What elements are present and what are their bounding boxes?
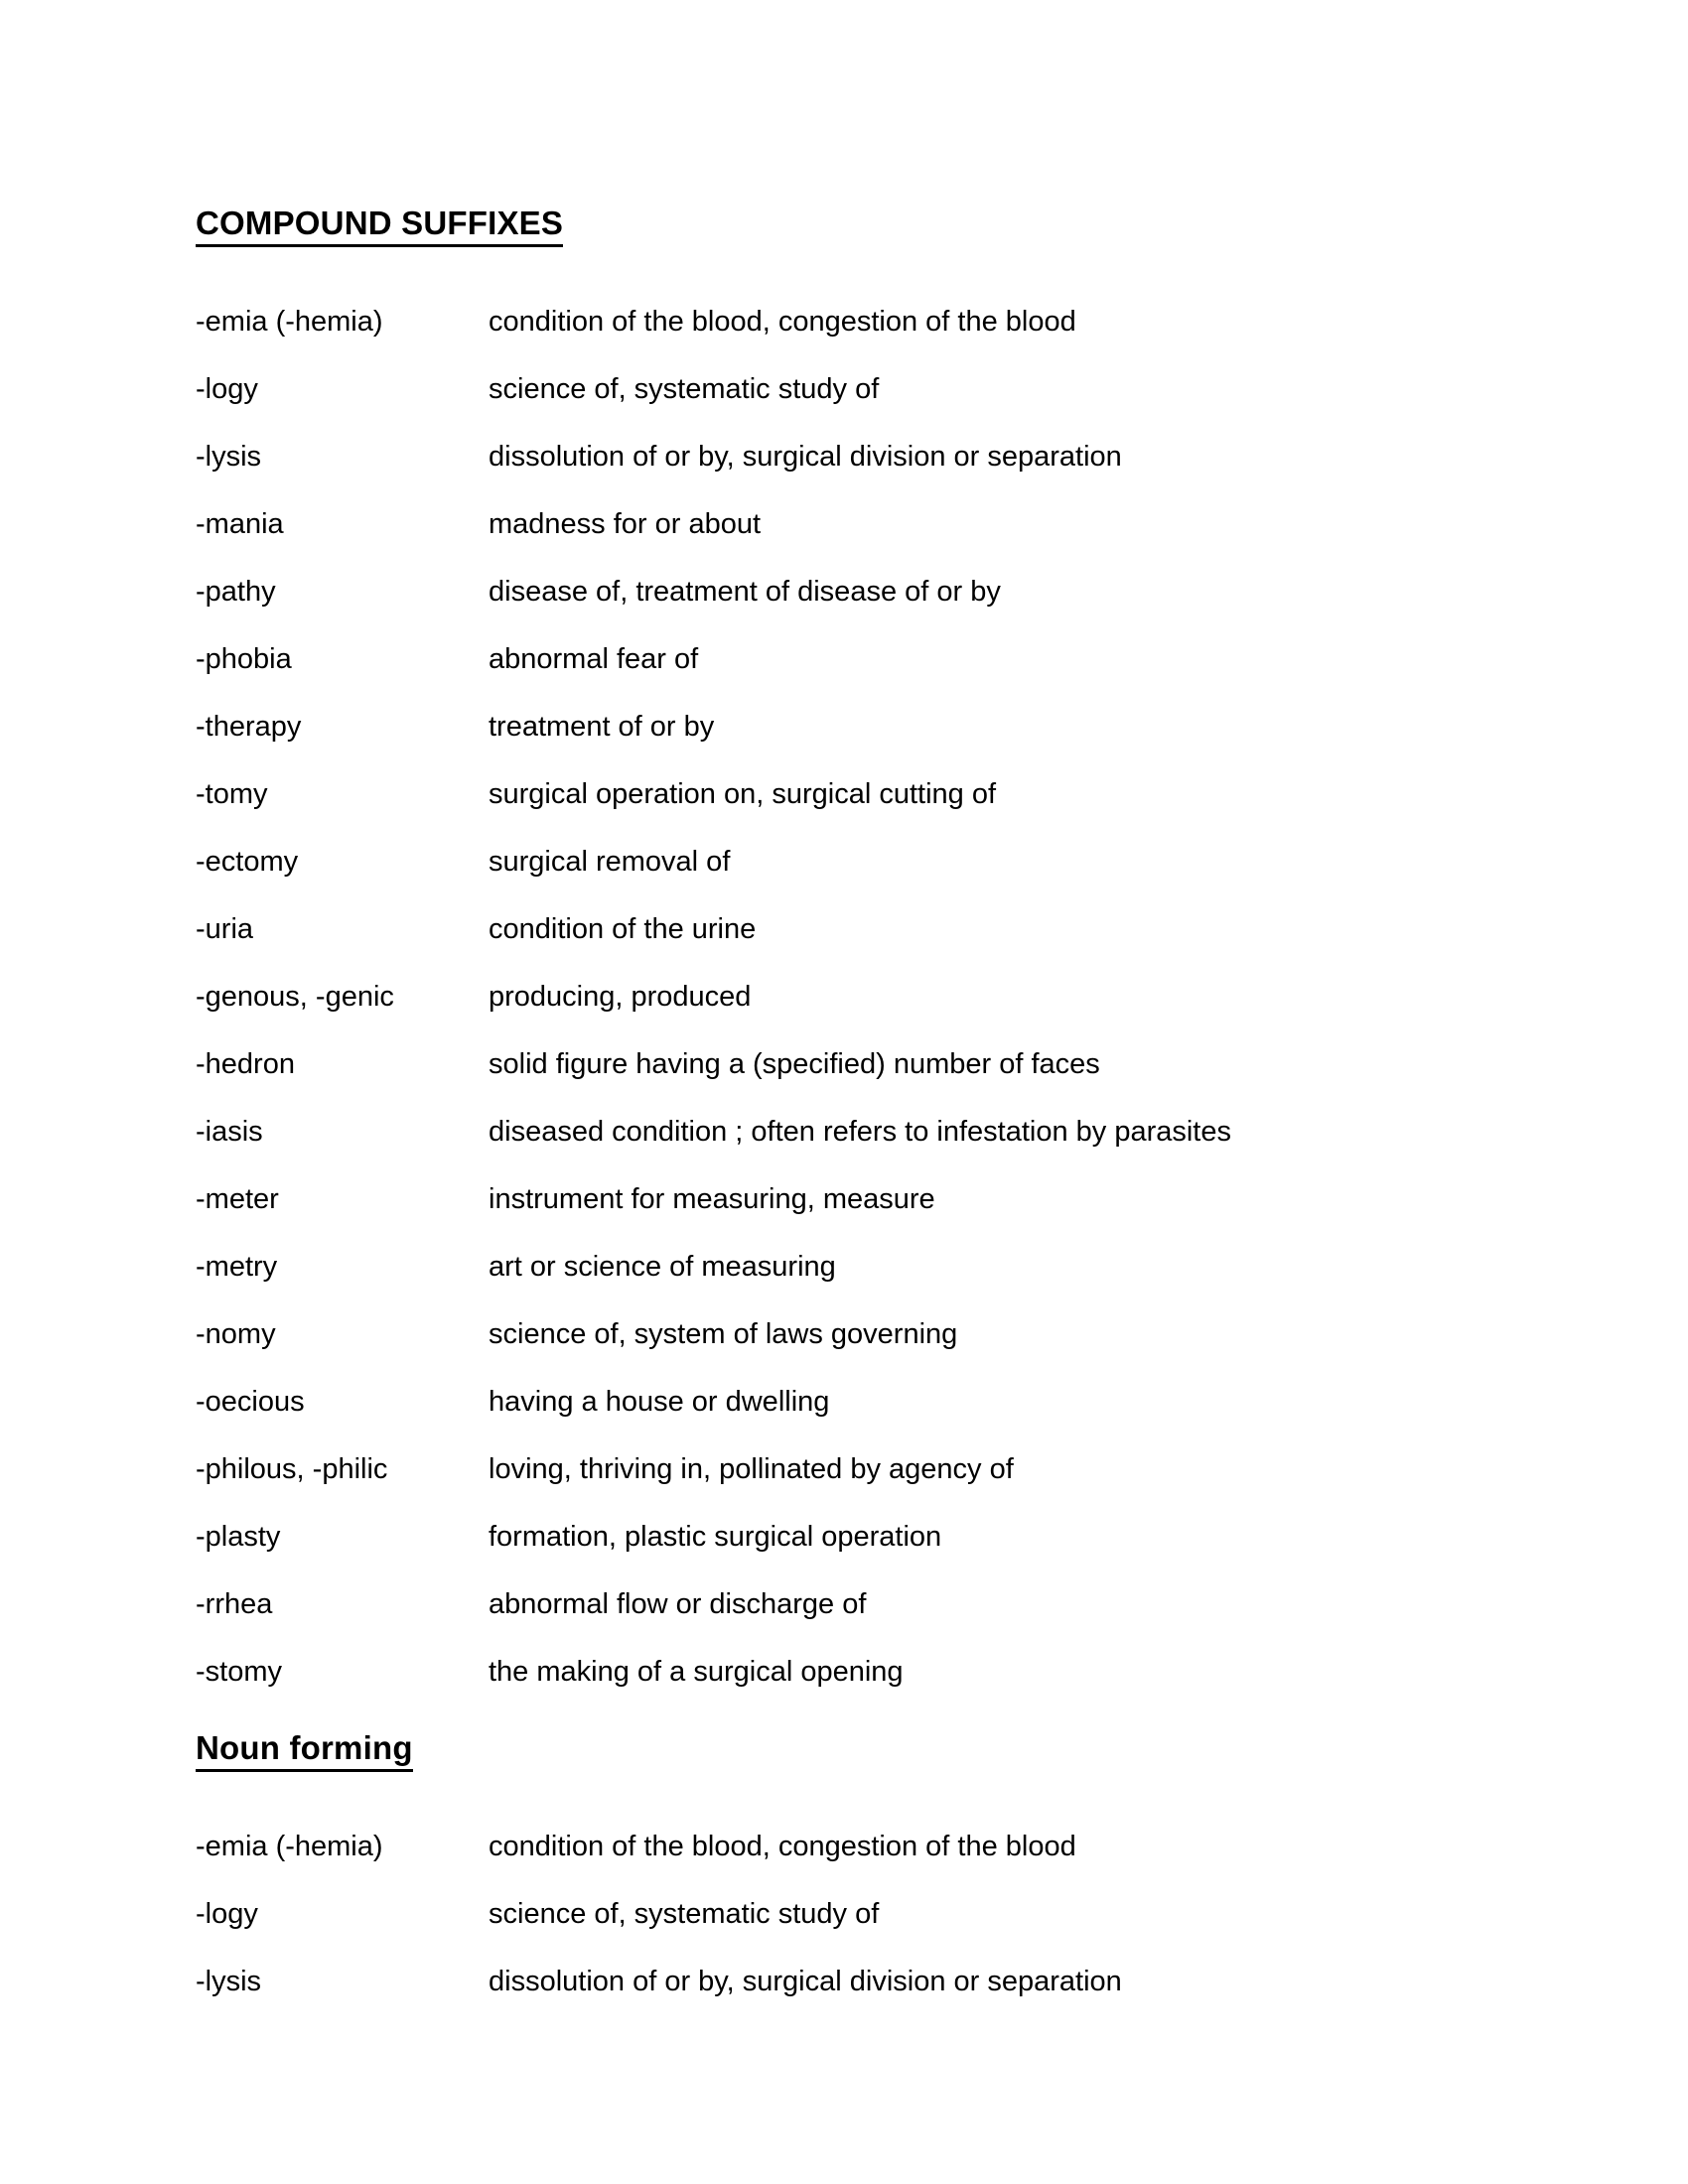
- section-heading-text: Noun forming: [196, 1731, 413, 1772]
- suffix-entry-row: [196, 693, 1496, 760]
- suffix-term: -genous, -genic: [196, 981, 394, 1013]
- suffix-definition: loving, thriving in, pollinated by agency of: [489, 1453, 1014, 1485]
- suffix-entry-row: [196, 1233, 1496, 1300]
- suffix-term: -phobia: [196, 643, 292, 675]
- suffix-entry-row: [196, 558, 1496, 625]
- suffix-definition: treatment of or by: [489, 711, 715, 743]
- document-body: [196, 206, 1496, 2015]
- suffix-definition: science of, system of laws governing: [489, 1318, 958, 1350]
- suffix-term: -logy: [196, 373, 258, 405]
- suffix-term: -lysis: [196, 1966, 262, 1997]
- suffix-definition: surgical operation on, surgical cutting of: [489, 778, 997, 810]
- suffix-term: -plasty: [196, 1521, 281, 1553]
- suffix-definition: instrument for measuring, measure: [489, 1183, 935, 1215]
- suffix-entry-row: [196, 423, 1496, 490]
- suffix-entry-row: [196, 1435, 1496, 1503]
- suffix-term: -emia (-hemia): [196, 1831, 383, 1862]
- suffix-definition: abnormal fear of: [489, 643, 699, 675]
- suffix-term: -meter: [196, 1183, 279, 1215]
- suffix-entry-row: [196, 1030, 1496, 1098]
- suffix-term: -pathy: [196, 576, 276, 608]
- suffix-definition: solid figure having a (specified) number of faces: [489, 1048, 1100, 1080]
- suffix-definition: producing, produced: [489, 981, 752, 1013]
- suffix-definition: dissolution of or by, surgical division or separation: [489, 441, 1122, 473]
- suffix-entry-list-noun-forming: [196, 1813, 1496, 2015]
- suffix-entry-row: [196, 1165, 1496, 1233]
- suffix-entry-row: [196, 1570, 1496, 1638]
- suffix-term: -therapy: [196, 711, 302, 743]
- suffix-term: -logy: [196, 1898, 258, 1930]
- section-heading-noun-forming: [196, 1731, 1496, 1772]
- suffix-term: -mania: [196, 508, 284, 540]
- suffix-entry-row: [196, 625, 1496, 693]
- suffix-term: -iasis: [196, 1116, 263, 1148]
- suffix-entry-row: [196, 490, 1496, 558]
- suffix-entry-row: [196, 1880, 1496, 1948]
- suffix-entry-row: [196, 895, 1496, 963]
- suffix-definition: abnormal flow or discharge of: [489, 1588, 867, 1620]
- suffix-definition: science of, systematic study of: [489, 1898, 880, 1930]
- suffix-term: -uria: [196, 913, 254, 945]
- section-spacer: [196, 1706, 1496, 1731]
- suffix-entry-row: [196, 1503, 1496, 1570]
- suffix-term: -emia (-hemia): [196, 306, 383, 338]
- section-heading-text: COMPOUND SUFFIXES: [196, 206, 563, 247]
- suffix-definition: diseased condition ; often refers to infestation by parasites: [489, 1116, 1231, 1148]
- suffix-definition: science of, systematic study of: [489, 373, 880, 405]
- suffix-definition: having a house or dwelling: [489, 1386, 830, 1418]
- suffix-entry-row: [196, 355, 1496, 423]
- suffix-definition: formation, plastic surgical operation: [489, 1521, 942, 1553]
- suffix-entry-row: [196, 288, 1496, 355]
- suffix-term: -rrhea: [196, 1588, 273, 1620]
- suffix-definition: condition of the blood, congestion of the blood: [489, 1831, 1076, 1862]
- suffix-definition: condition of the urine: [489, 913, 757, 945]
- suffix-entry-row: [196, 1098, 1496, 1165]
- suffix-definition: art or science of measuring: [489, 1251, 836, 1283]
- suffix-entry-row: [196, 760, 1496, 828]
- suffix-definition: condition of the blood, congestion of the blood: [489, 306, 1076, 338]
- heading-spacer: [196, 1772, 1496, 1813]
- suffix-term: -nomy: [196, 1318, 276, 1350]
- suffix-term: -tomy: [196, 778, 268, 810]
- suffix-entry-row: [196, 1948, 1496, 2015]
- heading-spacer: [196, 247, 1496, 288]
- suffix-term: -metry: [196, 1251, 278, 1283]
- section-heading-compound-suffixes: [196, 206, 1496, 247]
- suffix-entry-row: [196, 828, 1496, 895]
- suffix-entry-row: [196, 963, 1496, 1030]
- suffix-definition: madness for or about: [489, 508, 762, 540]
- suffix-term: -stomy: [196, 1656, 282, 1688]
- suffix-term: -oecious: [196, 1386, 305, 1418]
- suffix-term: -ectomy: [196, 846, 299, 878]
- suffix-entry-list-compound: [196, 288, 1496, 1706]
- suffix-term: -lysis: [196, 441, 262, 473]
- suffix-entry-row: [196, 1300, 1496, 1368]
- suffix-entry-row: [196, 1638, 1496, 1706]
- suffix-definition: the making of a surgical opening: [489, 1656, 904, 1688]
- suffix-definition: dissolution of or by, surgical division or separation: [489, 1966, 1122, 1997]
- suffix-definition: disease of, treatment of disease of or by: [489, 576, 1001, 608]
- suffix-entry-row: [196, 1813, 1496, 1880]
- suffix-term: -philous, -philic: [196, 1453, 388, 1485]
- suffix-definition: surgical removal of: [489, 846, 731, 878]
- suffix-entry-row: [196, 1368, 1496, 1435]
- suffix-term: -hedron: [196, 1048, 295, 1080]
